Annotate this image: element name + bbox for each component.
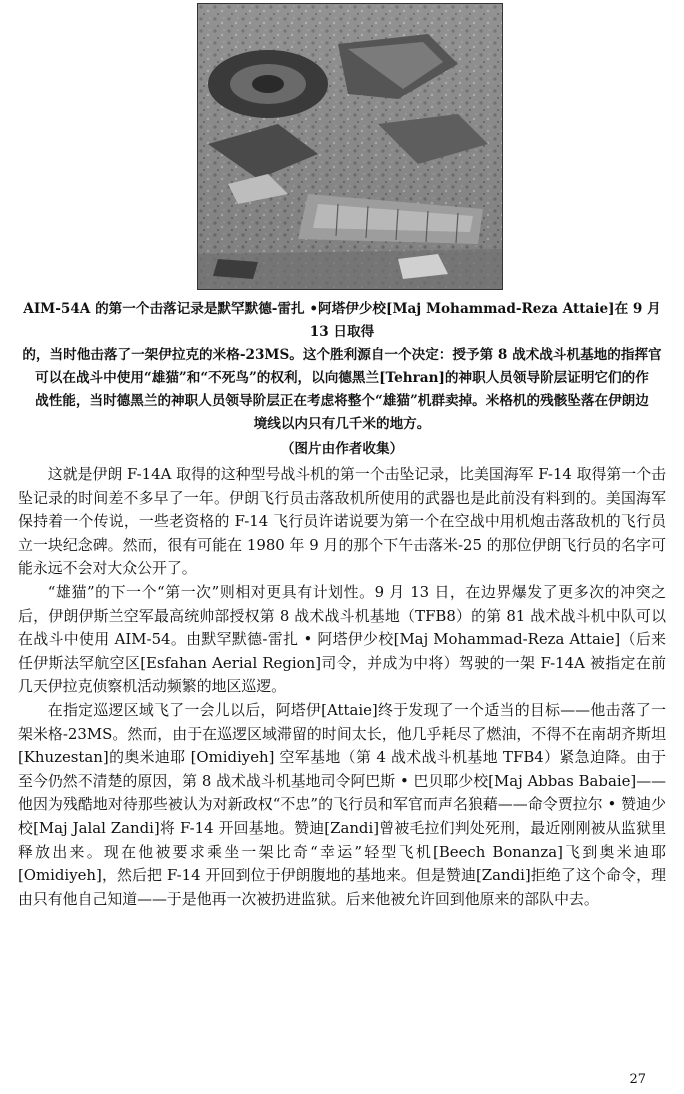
caption-line: AIM-54A 的第一个击落记录是默罕默德-雷扎 •阿塔伊少校[Maj Mohammad-Reza Attaie]在 9 月 13 日取得 — [23, 301, 661, 340]
paragraph: 在指定巡逻区域飞了一会儿以后，阿塔伊[Attaie]终于发现了一个适当的目标——他击落了一架米格-23MS。然而，由于在巡逻区域滞留的时间太长，他几乎耗尽了燃油，不得不在南胡齐斯坦[Khuzestan]的奥米迪耶 [Omidiyeh] 空军基地（第 4 战术战斗机基地 TFB4）紧急迫降。由于至今仍然不清楚的原因，第 8 战术战斗机基地司令阿巴斯 • 巴贝耶少校[Maj Abbas Babaie]——他因为残酷地对待那些被认为对新政权“不忠”的飞行员和军官而声名狼藉——命令贾拉尔 • 赞迪少校[Maj Jalal Zandi]将 F-14 开回基地。赞迪[Zandi]曾被毛拉们判处死刑，最近刚刚被从监狱里释放出来。现在他被要求乘坐一架比奇“幸运”轻型飞机[Beech Bonanza]飞到奥米迪耶 [Omidiyeh]，然后把 F-14 开回到位于伊朗腹地的基地来。但是赞迪[Zandi]拒绝了这个命令，理由只有他自己知道——于是他再一次被扔进监狱。后来他被允许回到他原来的部队中去。 — [18, 700, 666, 908]
paragraph: “雄猫”的下一个“第一次”则相对更具有计划性。9 月 13 日，在边界爆发了更多次的冲突之后，伊朗伊斯兰空军最高统帅部授权第 8 战术战斗机基地（TFB8）的第 81 战术战斗机中队可以在战斗中使用 AIM-54。由默罕默德-雷扎 • 阿塔伊少校[Maj Mohammad-Reza Attaie]（后来任伊斯法罕航空区[Esfahan Aerial Region]司令，并成为中将）驾驶的一架 F-14A 被指定在前几天伊拉克侦察机活动频繁的地区巡逻。 — [18, 582, 666, 696]
article-body — [18, 463, 666, 911]
caption-line: 境线以内只有几千米的地方。 — [253, 416, 431, 432]
caption-line: 可以在战斗中使用“雄猫”和“不死鸟”的权利，以向德黑兰[Tehran]的神职人员领导阶层证明它们的作 — [35, 370, 649, 386]
caption-line: 战性能，当时德黑兰的神职人员领导阶层正在考虑将整个“雄猫”机群卖掉。米格机的残骸坠落在伊朗边 — [35, 393, 649, 409]
page-number: 27 — [629, 1072, 646, 1087]
paragraph: 这就是伊朗 F-14A 取得的这种型号战斗机的第一个击坠记录，比美国海军 F-14 取得第一个击坠记录的时间差不多早了一年。伊朗飞行员击落敌机所使用的武器也是此前没有料到的。美国海军保持着一个传说，一些老资格的 F-14 飞行员许诺说要为第一个在空战中用机炮击落敌机的飞行员立一块纪念碑。然而，很有可能在 1980 年 9 月的那个下午击落米-25 的那位伊朗飞行员的名字可能永远不会对大众公开了。 — [18, 465, 666, 578]
wreckage-photo — [197, 3, 503, 290]
figure-caption — [20, 298, 664, 461]
caption-line: 的，当时他击落了一架伊拉克的米格-23MS。这个胜利源自一个决定：授予第 8 战术战斗机基地的指挥官 — [22, 347, 662, 363]
photo-credit: （图片由作者收集） — [280, 441, 404, 457]
